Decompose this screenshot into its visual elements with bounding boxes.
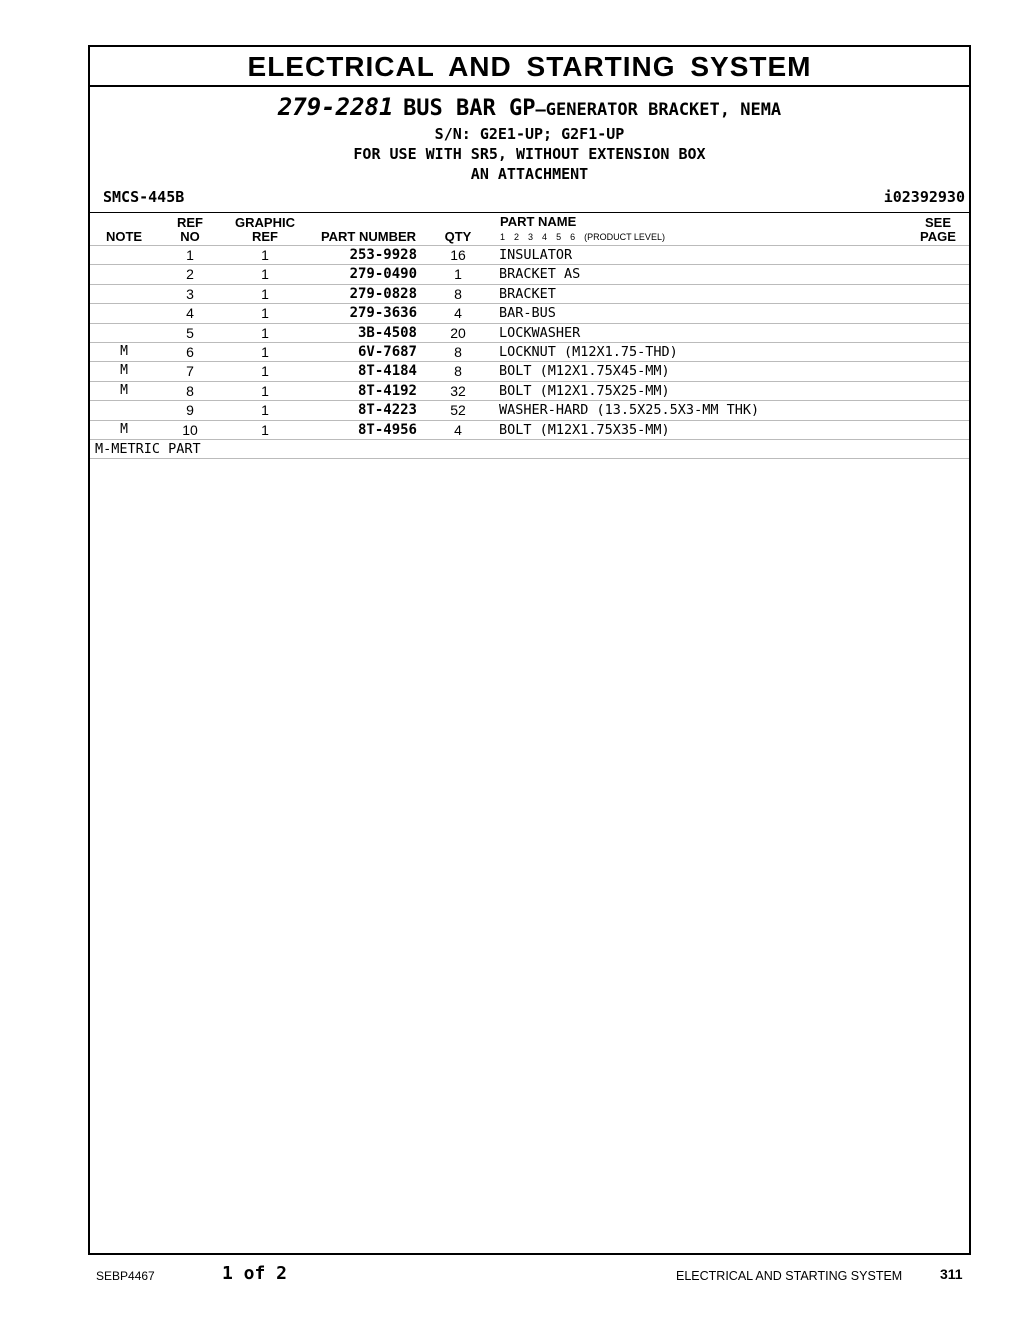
- part-name-cell: BRACKET: [499, 285, 556, 302]
- part-name-cell: BAR-BUS: [499, 305, 556, 322]
- footer-page-number: 311: [940, 1266, 963, 1282]
- part-name-cell: INSULATOR: [499, 247, 573, 263]
- graphic-ref-cell: 1: [261, 324, 269, 341]
- graphic-ref-cell: 1: [261, 266, 269, 283]
- qty-cell: 4: [454, 421, 462, 438]
- part-name-cell: BRACKET AS: [499, 266, 581, 283]
- smcs-code: SMCS-445B: [103, 188, 185, 206]
- part-number-cell: 279-0490: [349, 266, 417, 283]
- part-name-cell: BOLT (M12X1.75X45-MM): [499, 363, 670, 380]
- col-see-bottom: PAGE: [920, 229, 956, 244]
- table-row: [90, 284, 969, 303]
- graphic-ref-cell: 1: [261, 343, 269, 360]
- level-2: 2: [514, 232, 520, 242]
- parts-table: [90, 245, 969, 459]
- ref-no-cell: 3: [186, 285, 194, 302]
- ref-no-cell: 1: [186, 247, 194, 263]
- qty-cell: 52: [450, 402, 466, 419]
- graphic-ref-cell: 1: [261, 421, 269, 438]
- ref-no-cell: 4: [186, 305, 194, 322]
- table-row: [90, 303, 969, 322]
- product-levels: [500, 232, 674, 242]
- footer-section-title: ELECTRICAL AND STARTING SYSTEM: [676, 1269, 903, 1283]
- illustration-id: i02392930: [883, 188, 965, 206]
- level-3: 3: [528, 232, 534, 242]
- col-note: NOTE: [105, 229, 143, 244]
- group-description: GENERATOR BRACKET, NEMA: [545, 100, 782, 120]
- col-ref-top: REF: [177, 215, 203, 230]
- graphic-ref-cell: 1: [261, 382, 269, 399]
- level-label: (PRODUCT LEVEL): [584, 232, 665, 242]
- qty-cell: 1: [454, 266, 462, 283]
- qty-cell: 20: [450, 324, 466, 341]
- table-row: [90, 245, 969, 264]
- graphic-ref-cell: 1: [261, 305, 269, 322]
- qty-cell: 8: [454, 363, 462, 380]
- part-number-cell: 8T-4956: [357, 421, 417, 438]
- level-4: 4: [542, 232, 548, 242]
- usage-note: FOR USE WITH SR5, WITHOUT EXTENSION BOX: [353, 145, 706, 163]
- note-cell: M: [120, 382, 128, 398]
- note-cell: M: [120, 343, 128, 359]
- footer-doc-code: SEBP4467: [96, 1269, 155, 1283]
- group-number: 279-2281: [277, 93, 394, 121]
- group-name: BUS BAR GP: [403, 96, 536, 121]
- group-heading: [90, 93, 969, 184]
- part-number-cell: 8T-4192: [357, 382, 417, 399]
- table-row: [90, 381, 969, 400]
- col-see-page: [914, 216, 962, 244]
- qty-cell: 8: [454, 285, 462, 302]
- col-graphic-bottom: REF: [252, 229, 278, 244]
- level-5: 5: [556, 232, 562, 242]
- part-number-cell: 8T-4184: [357, 363, 417, 380]
- footnote-row: [90, 439, 969, 459]
- note-cell: M: [120, 421, 128, 437]
- part-name-cell: LOCKWASHER: [499, 324, 581, 341]
- note-cell: M: [120, 363, 128, 379]
- graphic-ref-cell: 1: [261, 363, 269, 380]
- part-name-cell: LOCKNUT (M12X1.75-THD): [499, 343, 678, 360]
- level-1: 1: [500, 232, 506, 242]
- serial-range: S/N: G2E1-UP; G2F1-UP: [434, 125, 625, 143]
- ref-no-cell: 2: [186, 266, 194, 283]
- footnote-metric: M-METRIC PART: [95, 440, 201, 457]
- table-row: [90, 323, 969, 342]
- qty-cell: 8: [454, 343, 462, 360]
- graphic-ref-cell: 1: [261, 402, 269, 419]
- group-dash: —: [535, 100, 546, 120]
- ref-no-cell: 7: [186, 363, 194, 380]
- col-part-name: PART NAME: [500, 214, 577, 229]
- ref-no-cell: 6: [186, 343, 194, 360]
- page-frame: [88, 45, 971, 1255]
- part-name-cell: WASHER-HARD (13.5X25.5X3-MM THK): [499, 402, 760, 419]
- system-title: ELECTRICAL AND STARTING SYSTEM: [90, 47, 969, 87]
- level-6: 6: [570, 232, 576, 242]
- col-ref-no: [170, 216, 210, 244]
- part-number-cell: 8T-4223: [357, 402, 417, 419]
- part-number-cell: 6V-7687: [357, 343, 417, 360]
- col-see-top: SEE: [924, 215, 951, 230]
- part-number-cell: 279-0828: [349, 285, 417, 302]
- header-rule: [90, 212, 969, 213]
- qty-cell: 32: [450, 382, 466, 399]
- col-ref-bottom: NO: [180, 229, 200, 244]
- col-graphic-top: GRAPHIC: [235, 215, 295, 230]
- part-name-cell: BOLT (M12X1.75X25-MM): [499, 382, 670, 399]
- ref-no-cell: 10: [182, 421, 198, 438]
- col-part-number: PART NUMBER: [320, 229, 417, 244]
- table-row: [90, 400, 969, 419]
- part-name-cell: BOLT (M12X1.75X35-MM): [499, 421, 670, 438]
- table-row: [90, 342, 969, 361]
- part-number-cell: 253-9928: [349, 247, 417, 263]
- table-row: [90, 264, 969, 283]
- footer-page-of: 1 of 2: [222, 1263, 288, 1284]
- qty-cell: 16: [450, 247, 466, 263]
- qty-cell: 4: [454, 305, 462, 322]
- graphic-ref-cell: 1: [261, 247, 269, 263]
- col-qty: QTY: [444, 229, 472, 244]
- group-title-line: [90, 93, 969, 124]
- table-row: [90, 361, 969, 380]
- ref-no-cell: 8: [186, 382, 194, 399]
- attachment-note: AN ATTACHMENT: [470, 165, 589, 183]
- col-graphic-ref: [230, 216, 300, 244]
- graphic-ref-cell: 1: [261, 285, 269, 302]
- part-number-cell: 3B-4508: [357, 324, 417, 341]
- ref-no-cell: 9: [186, 402, 194, 419]
- ref-no-cell: 5: [186, 324, 194, 341]
- part-number-cell: 279-3636: [349, 305, 417, 322]
- table-row: [90, 420, 969, 439]
